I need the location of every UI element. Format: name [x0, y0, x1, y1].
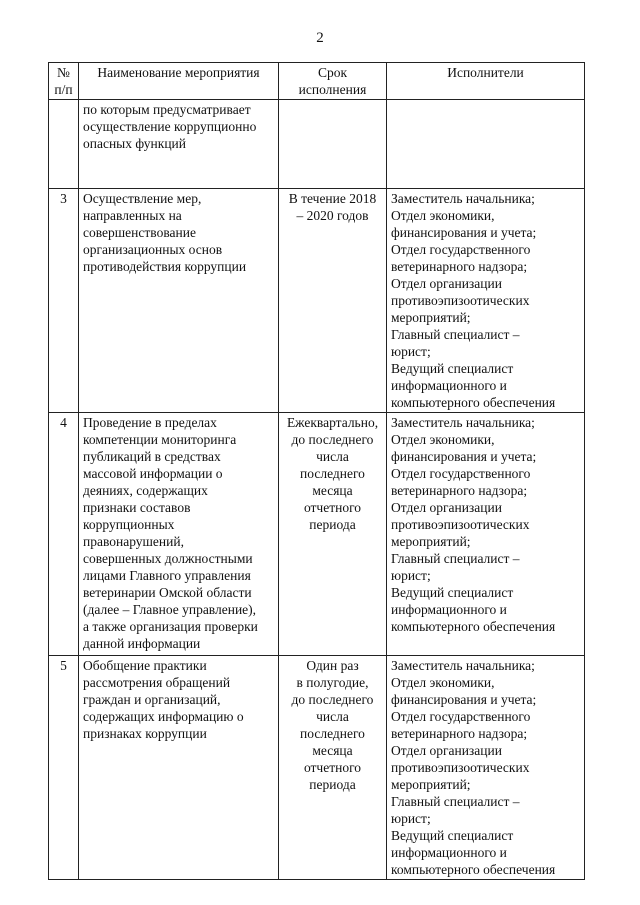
cell-line: В течение 2018	[288, 191, 377, 206]
row-num: 3	[49, 189, 79, 413]
cell-line: (далее – Главное управление),	[83, 602, 257, 617]
cell-line: исполнения	[298, 82, 367, 97]
cell-line: Главный специалист –	[391, 794, 520, 809]
cell-line: Заместитель начальника;	[391, 415, 535, 430]
cell-line: лицами Главного управления	[83, 568, 251, 583]
cell-line: финансирования и учета;	[391, 692, 537, 707]
header-executors	[387, 63, 585, 100]
cell-line: №	[57, 65, 70, 80]
header-name	[79, 63, 279, 100]
cell-line: Отдел государственного	[391, 466, 531, 481]
cell-line: правонарушений,	[83, 534, 184, 549]
cell-line: Наименование мероприятия	[97, 65, 260, 80]
cell-line: юрист;	[391, 811, 431, 826]
cell-line: признаках коррупции	[83, 726, 207, 741]
cell-line: информационного и	[391, 378, 507, 393]
cell-line: компетенции мониторинга	[83, 432, 237, 447]
cell-line: совершенствование	[83, 225, 196, 240]
cell-line: Отдел экономики,	[391, 208, 495, 223]
table-header-row	[49, 63, 585, 100]
cell-line: периода	[309, 777, 356, 792]
cell-line: ветеринарии Омской области	[83, 585, 252, 600]
cell-line: последнего	[300, 726, 365, 741]
cell-line: ветеринарного надзора;	[391, 259, 528, 274]
row-executors	[387, 413, 585, 656]
table-row-4	[49, 413, 585, 656]
cell-line: Ведущий специалист	[391, 361, 514, 376]
cell-line: данной информации	[83, 636, 201, 651]
cell-line: Заместитель начальника;	[391, 191, 535, 206]
table-row-3	[49, 189, 585, 413]
row-term	[279, 413, 387, 656]
cell-line: публикаций в средствах	[83, 449, 221, 464]
cell-line: до последнего	[291, 432, 374, 447]
cell-line: Ведущий специалист	[391, 585, 514, 600]
cell-line: последнего	[300, 466, 365, 481]
page-number: 2	[316, 30, 324, 46]
cell-line: Один раз	[306, 658, 359, 673]
cell-line: граждан и организаций,	[83, 692, 221, 707]
cell-line: до последнего	[291, 692, 374, 707]
cell-line: в полугодие,	[296, 675, 369, 690]
cell-line: п/п	[54, 82, 73, 97]
cell-line: Ведущий специалист	[391, 828, 514, 843]
cell-line: противоэпизоотических	[391, 293, 530, 308]
cell-line: отчетного	[303, 500, 362, 515]
header-term	[279, 63, 387, 100]
cell-line: Главный специалист –	[391, 327, 520, 342]
cell-line: направленных на	[83, 208, 182, 223]
row-num: 5	[49, 656, 79, 880]
cell-line: Проведение в пределах	[83, 415, 217, 430]
cell-line: Отдел организации	[391, 743, 502, 758]
cell-line: юрист;	[391, 344, 431, 359]
cell-line: юрист;	[391, 568, 431, 583]
cell-line: Отдел экономики,	[391, 675, 495, 690]
cell-line: финансирования и учета;	[391, 449, 537, 464]
cell-line: Отдел организации	[391, 276, 502, 291]
cell-line: противоэпизоотических	[391, 760, 530, 775]
cell-line: организационных основ	[83, 242, 223, 257]
cell-line: – 2020 годов	[296, 208, 369, 223]
cell-line: информационного и	[391, 845, 507, 860]
table-row-continuation	[49, 100, 585, 189]
cell-line: по которым предусматривает	[83, 102, 251, 117]
cell-line: деяниях, содержащих	[83, 483, 208, 498]
row-term	[279, 189, 387, 413]
row-executors	[387, 189, 585, 413]
cell-line: противоэпизоотических	[391, 517, 530, 532]
row-name	[79, 100, 279, 189]
row-name	[79, 656, 279, 880]
cell-line: Осуществление мер,	[83, 191, 202, 206]
row-name	[79, 189, 279, 413]
cell-line: месяца	[312, 483, 353, 498]
cell-line: числа	[316, 449, 349, 464]
cell-line: мероприятий;	[391, 310, 471, 325]
measures-table	[48, 62, 585, 880]
header-num	[49, 63, 79, 100]
cell-line: опасных функций	[83, 136, 186, 151]
cell-line: совершенных должностными	[83, 551, 253, 566]
cell-line: содержащих информацию о	[83, 709, 244, 724]
cell-line: мероприятий;	[391, 777, 471, 792]
table-row-5	[49, 656, 585, 880]
cell-line: периода	[309, 517, 356, 532]
cell-line: месяца	[312, 743, 353, 758]
cell-line: Отдел организации	[391, 500, 502, 515]
cell-line: ветеринарного надзора;	[391, 483, 528, 498]
row-name	[79, 413, 279, 656]
cell-line: Срок	[317, 65, 348, 80]
cell-line: Обобщение практики	[83, 658, 207, 673]
row-num: 4	[49, 413, 79, 656]
cell-line: противодействия коррупции	[83, 259, 247, 274]
cell-line: а также организация проверки	[83, 619, 258, 634]
row-term	[279, 656, 387, 880]
cell-line: Отдел экономики,	[391, 432, 495, 447]
cell-line: компьютерного обеспечения	[391, 395, 556, 410]
row-executors	[387, 656, 585, 880]
cell-line: мероприятий;	[391, 534, 471, 549]
cell-line: Отдел государственного	[391, 709, 531, 724]
row-executors	[387, 100, 585, 189]
cell-line: Отдел государственного	[391, 242, 531, 257]
cell-line: признаки составов	[83, 500, 191, 515]
cell-line: Исполнители	[447, 65, 524, 80]
cell-line: ветеринарного надзора;	[391, 726, 528, 741]
cell-line: отчетного	[303, 760, 362, 775]
row-term	[279, 100, 387, 189]
row-num	[49, 100, 79, 189]
cell-line: числа	[316, 709, 349, 724]
cell-line: коррупционных	[83, 517, 175, 532]
cell-line: Заместитель начальника;	[391, 658, 535, 673]
cell-line: компьютерного обеспечения	[391, 619, 556, 634]
cell-line: Ежеквартально,	[286, 415, 379, 430]
cell-line: рассмотрения обращений	[83, 675, 231, 690]
cell-line: компьютерного обеспечения	[391, 862, 556, 877]
cell-line: информационного и	[391, 602, 507, 617]
cell-line: массовой информации о	[83, 466, 223, 481]
cell-line: Главный специалист –	[391, 551, 520, 566]
cell-line: финансирования и учета;	[391, 225, 537, 240]
cell-line: осуществление коррупционно	[83, 119, 257, 134]
